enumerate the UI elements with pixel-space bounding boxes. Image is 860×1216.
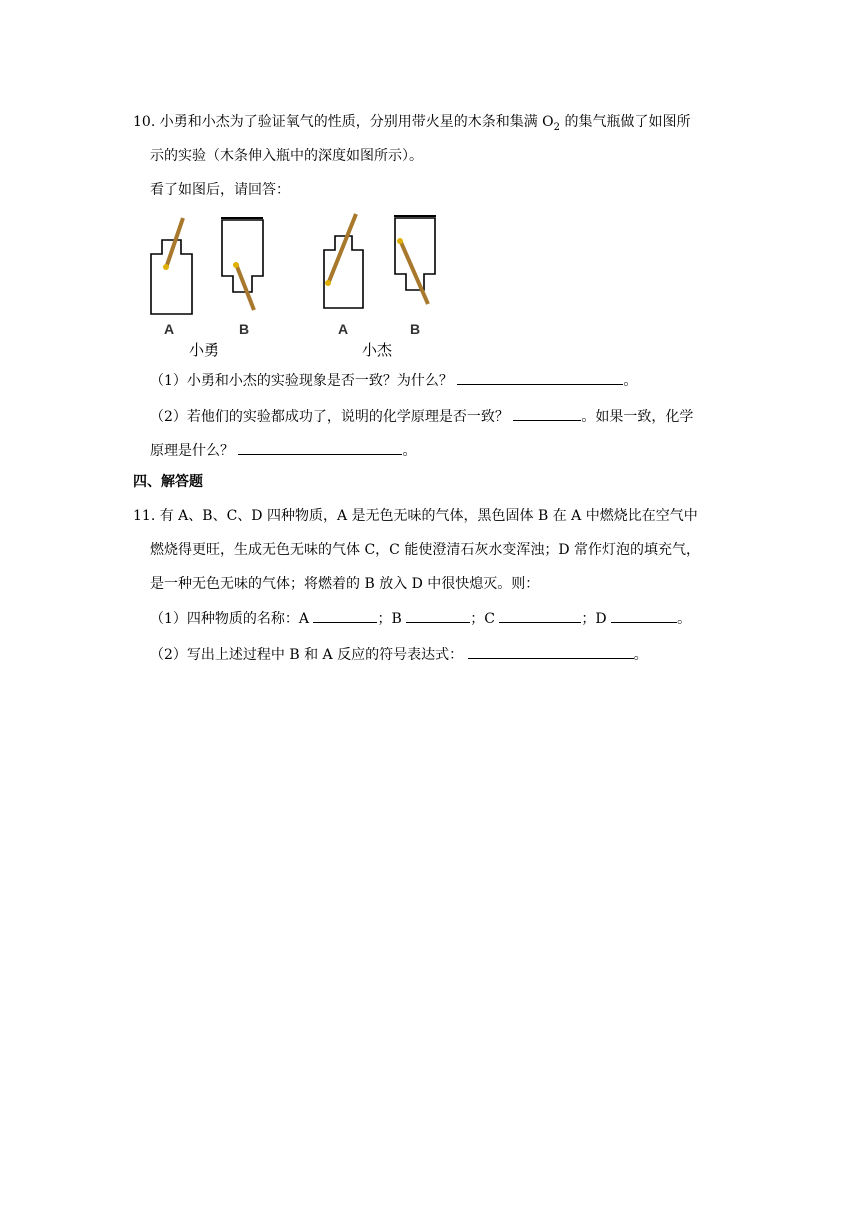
q10-text-line1-end: 的集气瓶做了如图所 [560, 114, 691, 130]
q11-line1 [133, 506, 698, 526]
q10-line2: 示的实验（木条伸入瓶中的深度如图所示）。 [150, 148, 423, 164]
answer-blank[interactable] [611, 608, 677, 623]
figure-caption-xiaoyong: 小勇 [189, 341, 220, 359]
splint-spark [397, 238, 403, 244]
q11-sub1-text: （1）四种物质的名称：A [150, 611, 310, 627]
figure-label-b2: B [410, 321, 421, 337]
q10-sub2-line2 [150, 440, 416, 461]
answer-blank[interactable] [406, 608, 470, 623]
q11-sub2-end: 。 [633, 647, 648, 663]
bottle-xiaoyong-b [221, 218, 263, 310]
answer-blank[interactable] [238, 440, 402, 455]
q10-sub1 [150, 370, 637, 391]
bottle-xiaojie-b [394, 216, 436, 304]
answer-blank[interactable] [499, 608, 581, 623]
q11-sub1-c: ；C [470, 611, 495, 627]
q11-sub2-text: （2）写出上述过程中 B 和 A 反应的符号表达式： [150, 647, 464, 663]
experiment-figure [136, 212, 448, 362]
q11-line2: 燃烧得更旺，生成无色无味的气体 C，C 能使澄清石灰水变浑浊；D 常作灯泡的填充气， [150, 542, 700, 558]
q11-line3: 是一种无色无味的气体；将燃着的 B 放入 D 中很快熄灭。则： [150, 576, 540, 592]
bottle-xiaoyong-a [151, 218, 192, 314]
splint-spark [233, 262, 239, 268]
q11-sub1-end: 。 [677, 611, 692, 627]
section-title: 四、解答题 [133, 474, 203, 490]
q10-sub1-end: 。 [623, 373, 638, 389]
q10-text-line1: 小勇和小杰为了验证氧气的性质，分别用带火星的木条和集满 O [159, 114, 554, 130]
q10-line3: 看了如图后，请回答： [150, 182, 290, 198]
q10-line1 [133, 112, 690, 138]
q11-sub1 [150, 608, 691, 629]
splint-spark [325, 280, 331, 286]
bottle-xiaojie-a [324, 214, 363, 308]
q10-sub2-text: （2）若他们的实验都成功了，说明的化学原理是否一致？ [150, 409, 509, 425]
o2-subscript: 2 [553, 121, 561, 133]
q11-sub2 [150, 644, 648, 665]
q11-text-line1: 有 A、B、C、D 四种物质，A 是无色无味的气体，黑色固体 B 在 A 中燃烧比在空气中 [159, 508, 698, 524]
splint-spark [163, 264, 169, 270]
figure-label-a1: A [164, 321, 175, 337]
answer-blank[interactable] [313, 608, 377, 623]
q10-sub2-line2-text: 原理是什么？ [150, 443, 234, 459]
q10-sub2 [150, 406, 693, 427]
q11-number: 11. [133, 508, 156, 524]
q11-sub1-d: ；D [581, 611, 607, 627]
figure-label-b1: B [239, 321, 250, 337]
answer-blank[interactable] [457, 370, 623, 385]
q10-sub2-end: 。 [402, 443, 417, 459]
splint-stick [400, 240, 428, 304]
q11-sub1-b: ；B [377, 611, 402, 627]
answer-blank[interactable] [513, 406, 581, 421]
q10-sub1-text: （1）小勇和小杰的实验现象是否一致？为什么？ [150, 373, 453, 389]
answer-blank[interactable] [468, 644, 634, 659]
q10-sub2-mid: 。如果一致，化学 [581, 409, 694, 425]
q10-number: 10. [133, 114, 156, 130]
figure-caption-xiaojie: 小杰 [362, 341, 393, 359]
figure-label-a2: A [338, 321, 349, 337]
